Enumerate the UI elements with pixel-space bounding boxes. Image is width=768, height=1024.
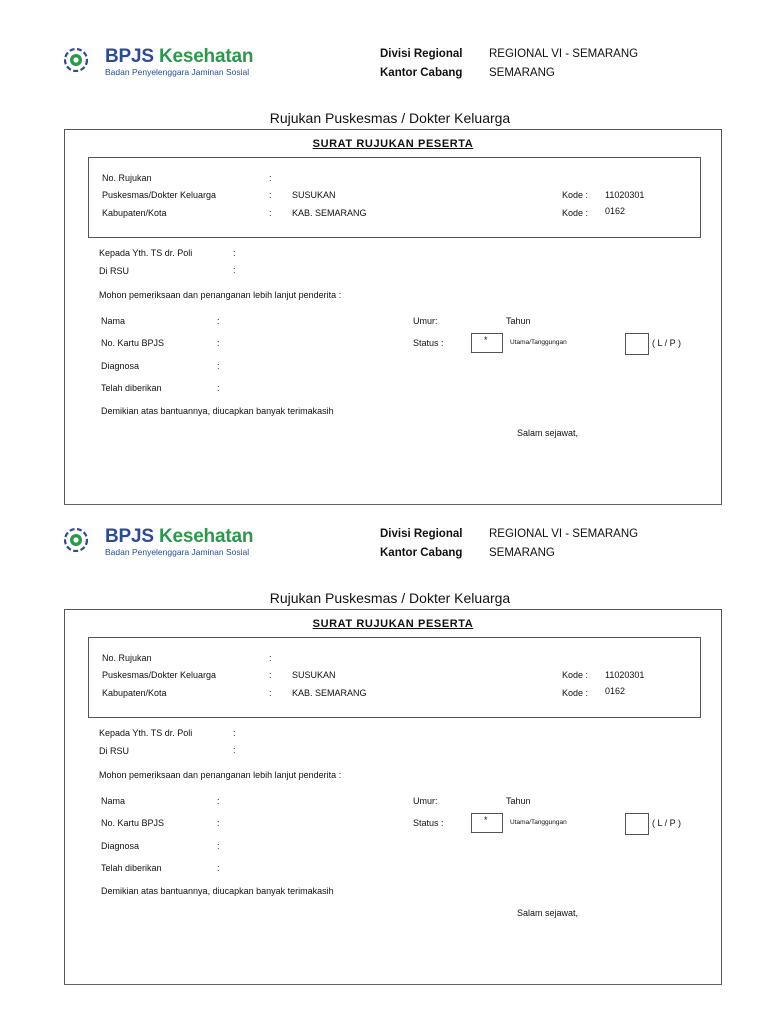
status-label: Status : — [413, 338, 444, 348]
gender-checkbox[interactable] — [625, 333, 649, 355]
brand-name: BPJS Kesehatan — [105, 46, 254, 67]
colon: : — [269, 208, 272, 218]
closing-text: Demikian atas bantuannya, diucapkan banyak terimakasih — [101, 406, 334, 416]
brand-name: BPJS Kesehatan — [105, 526, 254, 547]
kantor-value: SEMARANG — [489, 67, 555, 79]
colon: : — [217, 316, 220, 326]
colon: : — [217, 338, 220, 348]
colon: : — [233, 745, 236, 755]
form-title: Rujukan Puskesmas / Dokter Keluarga — [269, 110, 511, 126]
umur-label: Umur: — [413, 796, 438, 806]
mohon-text: Mohon pemeriksaan dan penanganan lebih lanjut penderita : — [99, 290, 342, 300]
kode-puskesmas-value: 11020301 — [605, 670, 645, 680]
referral-form-2 — [0, 480, 768, 960]
puskesmas-label: Puskesmas/Dokter Keluarga — [102, 190, 217, 200]
referral-form-frame — [64, 609, 722, 985]
gender-lp-label: ( L / P ) — [652, 818, 682, 828]
divisi-label: Divisi Regional — [380, 48, 463, 60]
kode-label: Kode : — [562, 190, 589, 200]
brand-tagline: Badan Penyelenggara Jaminan Sosial — [105, 547, 250, 557]
colon: : — [233, 248, 236, 258]
bpjs-logo — [64, 526, 264, 562]
nama-label: Nama — [101, 316, 126, 326]
colon: : — [217, 863, 220, 873]
kantor-value: SEMARANG — [489, 547, 555, 559]
telah-diberikan-label: Telah diberikan — [101, 863, 162, 873]
kepada-label: Kepada Yth. TS dr. Poli — [99, 248, 193, 258]
kode-label: Kode : — [562, 208, 589, 218]
divisi-label: Divisi Regional — [380, 528, 463, 540]
salam-sejawat-text: Salam sejawat, — [517, 908, 579, 918]
colon: : — [233, 265, 236, 275]
telah-diberikan-label: Telah diberikan — [101, 383, 162, 393]
colon: : — [269, 653, 272, 663]
colon: : — [233, 728, 236, 738]
facility-info-box — [88, 637, 701, 718]
divisi-value: REGIONAL VI - SEMARANG — [489, 48, 639, 60]
bpjs-emblem-icon — [64, 528, 88, 552]
umur-label: Umur: — [413, 316, 438, 326]
kartu-bpjs-label: No. Kartu BPJS — [101, 818, 165, 828]
puskesmas-value: SUSUKAN — [292, 190, 336, 200]
bpjs-emblem-icon — [64, 48, 88, 72]
kabupaten-label: Kabupaten/Kota — [102, 688, 167, 698]
diagnosa-label: Diagnosa — [101, 841, 140, 851]
kode-kabupaten-value: 0162 — [605, 206, 626, 216]
nama-label: Nama — [101, 796, 126, 806]
puskesmas-value: SUSUKAN — [292, 670, 336, 680]
utama-tanggungan-label: Utama/Tanggungan — [510, 819, 567, 826]
kepada-label: Kepada Yth. TS dr. Poli — [99, 728, 193, 738]
divisi-value: REGIONAL VI - SEMARANG — [489, 528, 639, 540]
kartu-bpjs-label: No. Kartu BPJS — [101, 338, 165, 348]
di-rsu-label: Di RSU — [99, 746, 130, 756]
kantor-label: Kantor Cabang — [380, 547, 463, 559]
referral-form-1 — [0, 0, 768, 480]
no-rujukan-label: No. Rujukan — [102, 173, 152, 183]
salam-sejawat-text: Salam sejawat, — [517, 428, 579, 438]
form-subtitle: SURAT RUJUKAN PESERTA — [312, 618, 474, 630]
kode-kabupaten-value: 0162 — [605, 686, 626, 696]
closing-text: Demikian atas bantuannya, diucapkan banyak terimakasih — [101, 886, 334, 896]
kantor-label: Kantor Cabang — [380, 67, 463, 79]
bpjs-logo — [64, 46, 264, 82]
form-subtitle: SURAT RUJUKAN PESERTA — [312, 138, 474, 150]
colon: : — [269, 670, 272, 680]
kode-label: Kode : — [562, 670, 589, 680]
kode-label: Kode : — [562, 688, 589, 698]
colon: : — [217, 841, 220, 851]
brand-tagline: Badan Penyelenggara Jaminan Sosial — [105, 67, 250, 77]
no-rujukan-label: No. Rujukan — [102, 653, 152, 663]
colon: : — [269, 173, 272, 183]
facility-info-box — [88, 157, 701, 238]
colon: : — [269, 688, 272, 698]
gender-checkbox[interactable] — [625, 813, 649, 835]
status-label: Status : — [413, 818, 444, 828]
form-title: Rujukan Puskesmas / Dokter Keluarga — [269, 590, 511, 606]
colon: : — [217, 818, 220, 828]
referral-form-frame — [64, 129, 722, 505]
status-checkbox[interactable]: * — [471, 333, 503, 353]
status-checkbox[interactable]: * — [471, 813, 503, 833]
colon: : — [269, 190, 272, 200]
puskesmas-label: Puskesmas/Dokter Keluarga — [102, 670, 217, 680]
tahun-label: Tahun — [506, 796, 531, 806]
gender-lp-label: ( L / P ) — [652, 338, 682, 348]
tahun-label: Tahun — [506, 316, 531, 326]
colon: : — [217, 796, 220, 806]
mohon-text: Mohon pemeriksaan dan penanganan lebih lanjut penderita : — [99, 770, 342, 780]
kabupaten-label: Kabupaten/Kota — [102, 208, 167, 218]
kabupaten-value: KAB. SEMARANG — [292, 688, 367, 698]
kode-puskesmas-value: 11020301 — [605, 190, 645, 200]
utama-tanggungan-label: Utama/Tanggungan — [510, 339, 567, 346]
colon: : — [217, 383, 220, 393]
di-rsu-label: Di RSU — [99, 266, 130, 276]
diagnosa-label: Diagnosa — [101, 361, 140, 371]
kabupaten-value: KAB. SEMARANG — [292, 208, 367, 218]
colon: : — [217, 361, 220, 371]
